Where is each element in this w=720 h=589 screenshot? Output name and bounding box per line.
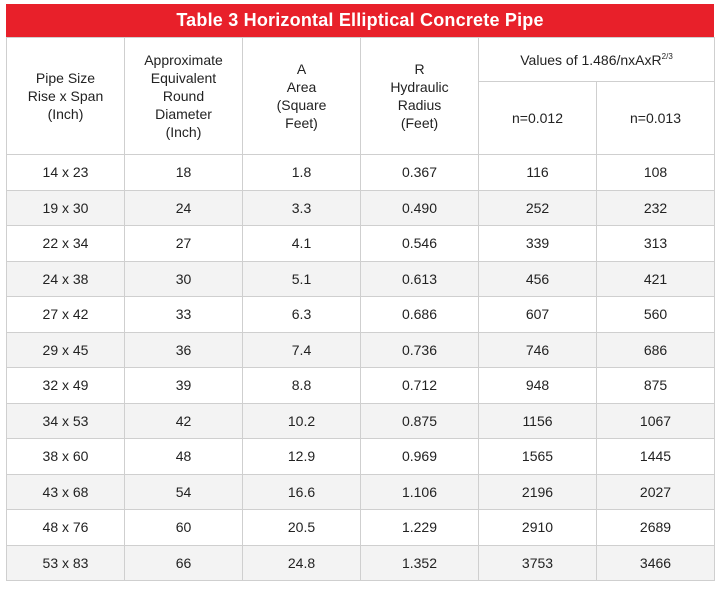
- table-container: [6, 4, 714, 581]
- cell-area: 4.1: [243, 226, 361, 262]
- cell-area: 5.1: [243, 261, 361, 297]
- cell-n-0013: 232: [597, 190, 715, 226]
- cell-pipe-size: 14 x 23: [7, 155, 125, 191]
- cell-diameter: 39: [125, 368, 243, 404]
- cell-pipe-size: 43 x 68: [7, 474, 125, 510]
- cell-pipe-size: 38 x 60: [7, 439, 125, 475]
- cell-n-0013: 2027: [597, 474, 715, 510]
- cell-area: 16.6: [243, 474, 361, 510]
- cell-diameter: 42: [125, 403, 243, 439]
- cell-n-0012: 607: [479, 297, 597, 333]
- cell-n-0013: 108: [597, 155, 715, 191]
- table-row: [7, 261, 715, 297]
- cell-radius: 1.352: [361, 545, 479, 581]
- cell-radius: 0.686: [361, 297, 479, 333]
- table-row: [7, 226, 715, 262]
- cell-n-0013: 421: [597, 261, 715, 297]
- cell-radius: 0.367: [361, 155, 479, 191]
- table-row: [7, 190, 715, 226]
- cell-diameter: 48: [125, 439, 243, 475]
- header-pipe-size: Pipe Size Rise x Span (Inch): [7, 38, 125, 155]
- cell-area: 6.3: [243, 297, 361, 333]
- cell-n-0012: 2910: [479, 510, 597, 546]
- cell-area: 20.5: [243, 510, 361, 546]
- table-row: [7, 474, 715, 510]
- cell-radius: 1.106: [361, 474, 479, 510]
- table-row: [7, 297, 715, 333]
- cell-radius: 1.229: [361, 510, 479, 546]
- cell-n-0013: 875: [597, 368, 715, 404]
- cell-radius: 0.712: [361, 368, 479, 404]
- cell-diameter: 18: [125, 155, 243, 191]
- header-n-0012: n=0.012: [479, 82, 597, 155]
- cell-n-0013: 686: [597, 332, 715, 368]
- cell-n-0012: 3753: [479, 545, 597, 581]
- cell-n-0012: 116: [479, 155, 597, 191]
- cell-n-0012: 948: [479, 368, 597, 404]
- header-hydraulic-radius: R Hydraulic Radius (Feet): [361, 38, 479, 155]
- cell-pipe-size: 22 x 34: [7, 226, 125, 262]
- cell-pipe-size: 53 x 83: [7, 545, 125, 581]
- header-equivalent-diameter: Approximate Equivalent Round Diameter (Inch): [125, 38, 243, 155]
- cell-pipe-size: 27 x 42: [7, 297, 125, 333]
- cell-n-0012: 456: [479, 261, 597, 297]
- cell-area: 24.8: [243, 545, 361, 581]
- cell-n-0012: 339: [479, 226, 597, 262]
- table-row: [7, 403, 715, 439]
- cell-n-0012: 746: [479, 332, 597, 368]
- pipe-table: [6, 37, 715, 581]
- table-row: [7, 545, 715, 581]
- cell-diameter: 30: [125, 261, 243, 297]
- cell-n-0013: 560: [597, 297, 715, 333]
- header-values-group: Values of 1.486/nxAxR$^{2/3}$: [479, 38, 715, 82]
- cell-n-0013: 2689: [597, 510, 715, 546]
- cell-diameter: 66: [125, 545, 243, 581]
- table-row: [7, 510, 715, 546]
- cell-n-0012: 252: [479, 190, 597, 226]
- cell-diameter: 54: [125, 474, 243, 510]
- table-body: [7, 155, 715, 581]
- cell-area: 10.2: [243, 403, 361, 439]
- cell-diameter: 27: [125, 226, 243, 262]
- cell-n-0012: 2196: [479, 474, 597, 510]
- cell-area: 12.9: [243, 439, 361, 475]
- cell-n-0013: 1445: [597, 439, 715, 475]
- cell-radius: 0.969: [361, 439, 479, 475]
- cell-diameter: 33: [125, 297, 243, 333]
- cell-radius: 0.613: [361, 261, 479, 297]
- cell-n-0013: 313: [597, 226, 715, 262]
- cell-pipe-size: 32 x 49: [7, 368, 125, 404]
- table-row: [7, 332, 715, 368]
- cell-n-0012: 1565: [479, 439, 597, 475]
- cell-pipe-size: 19 x 30: [7, 190, 125, 226]
- cell-diameter: 60: [125, 510, 243, 546]
- cell-radius: 0.546: [361, 226, 479, 262]
- cell-pipe-size: 34 x 53: [7, 403, 125, 439]
- cell-diameter: 36: [125, 332, 243, 368]
- cell-area: 8.8: [243, 368, 361, 404]
- cell-area: 1.8: [243, 155, 361, 191]
- cell-radius: 0.875: [361, 403, 479, 439]
- cell-area: 7.4: [243, 332, 361, 368]
- cell-n-0013: 3466: [597, 545, 715, 581]
- cell-pipe-size: 24 x 38: [7, 261, 125, 297]
- cell-radius: 0.736: [361, 332, 479, 368]
- cell-diameter: 24: [125, 190, 243, 226]
- cell-pipe-size: 29 x 45: [7, 332, 125, 368]
- cell-area: 3.3: [243, 190, 361, 226]
- table-title: Table 3 Horizontal Elliptical Concrete Pipe: [6, 4, 714, 37]
- table-row: [7, 439, 715, 475]
- table-row: [7, 368, 715, 404]
- table-row: [7, 155, 715, 191]
- header-n-0013: n=0.013: [597, 82, 715, 155]
- cell-n-0012: 1156: [479, 403, 597, 439]
- header-area: A Area (Square Feet): [243, 38, 361, 155]
- cell-n-0013: 1067: [597, 403, 715, 439]
- cell-pipe-size: 48 x 76: [7, 510, 125, 546]
- cell-radius: 0.490: [361, 190, 479, 226]
